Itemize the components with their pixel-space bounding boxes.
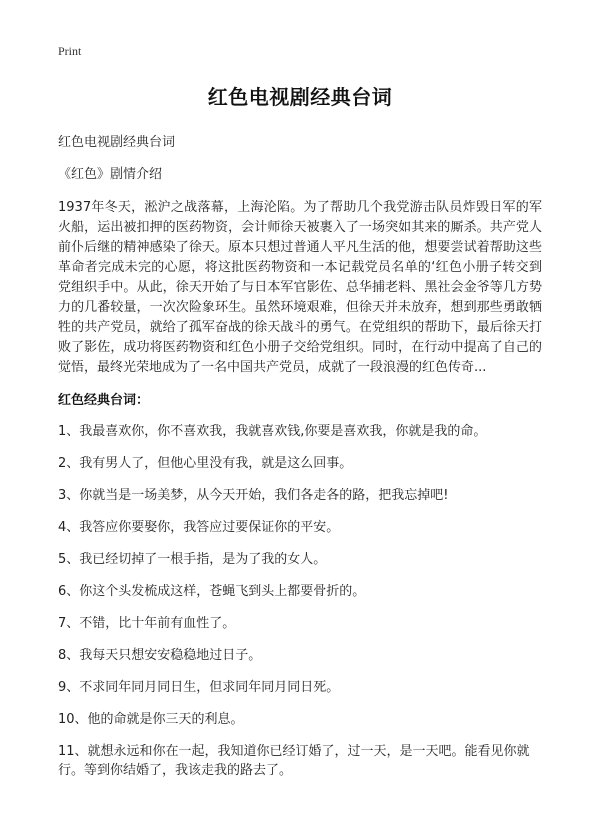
synopsis-heading: 《红色》剧情介绍 [58,167,163,182]
document-subtitle: 红色电视剧经典台词 [58,135,176,150]
quote-item: 1、我最喜欢你，你不喜欢我，我就喜欢钱,你要是喜欢我，你就是我的命。 [58,424,487,439]
quote-item: 3、你就当是一场美梦，从今天开始，我们各走各的路，把我忘掉吧! [58,488,449,503]
synopsis-paragraph: 1937年冬天，淞沪之战落幕，上海沦陷。为了帮助几个我党游击队员炸毁日军的军火船，运出被扣押的医药物资，会计师徐天被裹入了一场突如其来的厮杀。共产党人前仆后继的精神感染了徐天。原本只想过普通人平凡生活的他，想要尝试着帮助这些革命者完成未完的心愿，将这批医药物资和一本记载党员名单的‘红色小册子转交到党组织手中。从此，徐天开始了与日本军官影佐、总华捕老料、黑社会金爷等几方势力的几番较量，一次次险象环生。虽然环境艰难，但徐天并未放弃，想到那些勇敢牺牲的共产党员，就给了孤军奋战的徐天战斗的勇气。在党组织的帮助下，最后徐天打败了影佐，成功将医药物资和红色小册子交给党组织。同时，在行动中提高了自己的觉悟，最终光荣地成为了一名中国共产党员，成就了一段浪漫的红色传奇... [58,200,542,375]
quote-item: 10、他的命就是你三天的利息。 [58,712,244,727]
quotes-heading: 红色经典台词： [58,393,150,408]
quote-item: 8、我每天只想安安稳稳地过日子。 [58,648,262,663]
quote-item: 7、不错，比十年前有血性了。 [58,616,236,631]
quote-item: 11、就想永远和你在一起，我知道你已经订婚了，过一天，是一天吧。能看见你就行。等到你结婚了，我该走我的路去了。 [58,744,530,778]
quote-item: 2、我有男人了，但他心里没有我，就是这么回事。 [58,456,353,471]
quote-item: 5、我已经切掉了一根手指，是为了我的女人。 [58,552,327,567]
document-title: 红色电视剧经典台词 [207,85,393,109]
quote-list [58,422,542,780]
print-link[interactable]: Print [58,44,82,58]
quote-item: 9、不求同年同月同日生，但求同年同月同日死。 [58,680,340,695]
quote-item: 6、你这个头发梳成这样，苍蝇飞到头上都要骨折的。 [58,584,366,599]
quote-item: 4、我答应你要娶你，我答应过要保证你的平安。 [58,520,340,535]
